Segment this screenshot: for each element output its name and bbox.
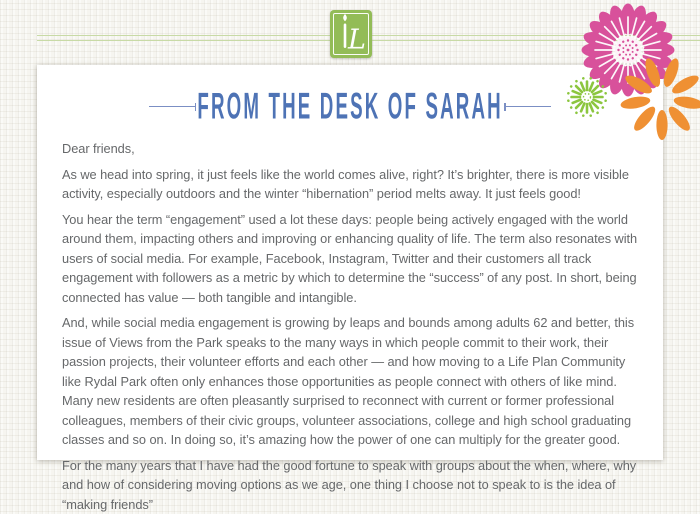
letter-paragraph: And, while social media engagement is growing by leaps and bounds among adults 62 and better, this issue of Views from the Park speaks to the many ways in which people commit to their work, their passion projects, their volunteer efforts and each other — and how moving to a Life Plan Community like Rydal Park often only enhances those opportunities as people connect with others of like mind. Many new residents are often pleasantly surprised to reconnect with current or former professional colleagues, members of their civic groups, volunteer associations, college and high school graduating classes and so on. In doing so, it’s amazing how the power of one can multiply for the greater good. bbox=[62, 313, 638, 450]
title-clamp bbox=[204, 91, 496, 122]
lamp-logo-icon bbox=[330, 10, 372, 58]
letter-paragraph: You hear the term “engagement” used a lot these days: people being actively engaged with the world around them, impacting others and improving or enhancing quality of life. The term also resonates with users of social media. For example, Facebook, Instagram, Twitter and their customers all track engagement with followers as a metric by which to determine the “success” of any post. In short, being connected has value — both tangible and intangible. bbox=[62, 210, 638, 308]
letter-title: FROM THE DESK OF SARAH bbox=[197, 84, 502, 128]
letter-body bbox=[37, 122, 663, 514]
logo-monogram: L bbox=[347, 25, 366, 56]
brand-logo bbox=[330, 10, 372, 58]
letter-salutation: Dear friends, bbox=[62, 139, 638, 159]
letter-paragraph: As we head into spring, it just feels like the world comes alive, right? It’s brighter, there is more visible activity, especially outdoors and the winter “hibernation” period melts away. It just feels good! bbox=[62, 165, 638, 204]
letter-paragraph: For the many years that I have had the good fortune to speak with groups about the when, where, why and how of considering moving options as we age, one thing I choose not to speak to is the idea of “making friends” bbox=[62, 456, 638, 514]
flower-decoration bbox=[544, 0, 700, 148]
title-left-line bbox=[149, 106, 196, 107]
